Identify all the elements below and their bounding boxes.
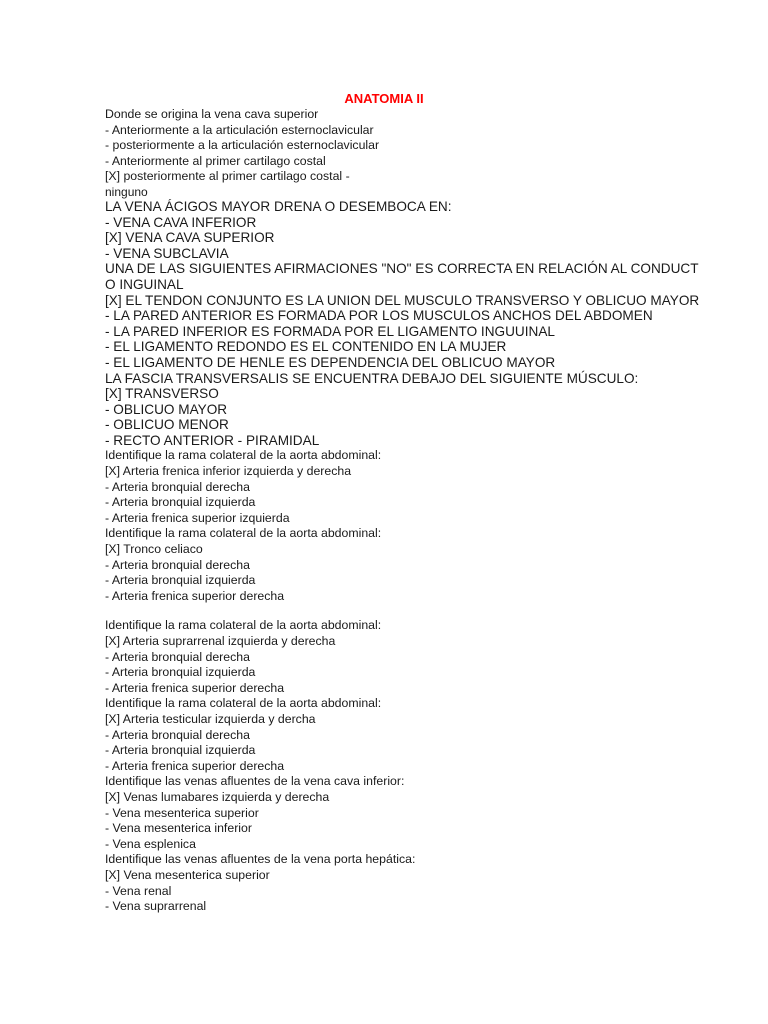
question-venas-cava-inferior: Identifique las venas afluentes de la vena cava inferior: <box>105 774 405 789</box>
option-line: - VENA CAVA INFERIOR <box>105 214 257 230</box>
option-line: - EL LIGAMENTO DE HENLE ES DEPENDENCIA DEL OBLICUO MAYOR <box>105 354 556 370</box>
option-line: - RECTO ANTERIOR - PIRAMIDAL <box>105 432 320 448</box>
option-line: - LA PARED INFERIOR ES FORMADA POR EL LIGAMENTO INGUUINAL <box>105 323 555 339</box>
option-line: - Vena mesenterica inferior <box>105 821 252 836</box>
blank-line <box>105 604 665 618</box>
option-line: - LA PARED ANTERIOR ES FORMADA POR LOS MUSCULOS ANCHOS DEL ABDOMEN <box>105 308 653 324</box>
option-line: - Arteria bronquial izquierda <box>105 743 256 758</box>
option-line: - Arteria bronquial izquierda <box>105 495 256 510</box>
option-line: - Arteria bronquial derecha <box>105 649 250 664</box>
answer-line: [X] Vena mesenterica superior <box>105 867 270 882</box>
answer-line: [X] posteriormente al primer cartilago costal - <box>105 169 350 184</box>
option-line: - Arteria frenica superior derecha <box>105 588 285 603</box>
option-line: - Vena mesenterica superior <box>105 805 259 820</box>
answer-line: [X] EL TENDON CONJUNTO ES LA UNION DEL MUSCULO TRANSVERSO Y OBLICUO MAYOR <box>105 292 700 308</box>
option-line: - posteriormente a la articulación esternoclavicular <box>105 138 380 153</box>
option-line: ninguno <box>105 184 148 199</box>
question-rama-colateral: Identifique la rama colateral de la aorta abdominal: <box>105 448 382 463</box>
answer-line: [X] Tronco celiaco <box>105 542 203 557</box>
option-line: - Arteria frenica superior derecha <box>105 758 285 773</box>
option-line: - Anteriormente a la articulación esternoclavicular <box>105 122 374 137</box>
option-line: - Vena esplenica <box>105 836 196 851</box>
question-rama-colateral: Identifique la rama colateral de la aorta abdominal: <box>105 618 382 633</box>
option-line: - EL LIGAMENTO REDONDO ES EL CONTENIDO EN LA MUJER <box>105 339 507 355</box>
option-line: - Arteria frenica superior izquierda <box>105 510 290 525</box>
option-line: - VENA SUBCLAVIA <box>105 245 229 261</box>
option-line: - Anteriormente al primer cartilago costal <box>105 153 326 168</box>
question-vena-porta: Identifique las venas afluentes de la vena porta hepática: <box>105 852 416 867</box>
answer-line: [X] Arteria testicular izquierda y dercha <box>105 711 316 726</box>
question-vena-cava-superior: Donde se origina la vena cava superior <box>105 107 319 121</box>
option-line: - OBLICUO MAYOR <box>105 401 228 417</box>
document-title: ANATOMIA II <box>344 91 424 106</box>
option-line: - Arteria bronquial derecha <box>105 479 250 494</box>
answer-line: [X] Arteria suprarrenal izquierda y derecha <box>105 634 336 648</box>
answer-line: [X] Venas lumabares izquierda y derecha <box>105 789 330 804</box>
question-vena-acigos: LA VENA ÁCIGOS MAYOR DRENA O DESEMBOCA EN: <box>105 198 452 214</box>
option-line: - Arteria bronquial izquierda <box>105 573 256 588</box>
option-line: - OBLICUO MENOR <box>105 417 229 433</box>
question-conducto-inguinal-cont: O INGUINAL <box>105 276 184 292</box>
option-line: - Arteria frenica superior derecha <box>105 680 285 695</box>
option-line: - Vena renal <box>105 883 172 898</box>
question-fascia-transversalis: LA FASCIA TRANSVERSALIS SE ENCUENTRA DEBAJO DEL SIGUIENTE MÚSCULO: <box>105 370 639 386</box>
answer-line: [X] TRANSVERSO <box>105 386 219 402</box>
document-body <box>105 107 700 915</box>
answer-line: [X] VENA CAVA SUPERIOR <box>105 230 275 246</box>
question-rama-colateral: Identifique la rama colateral de la aorta abdominal: <box>105 696 382 711</box>
option-line: - Vena suprarrenal <box>105 899 207 914</box>
question-conducto-inguinal: UNA DE LAS SIGUIENTES AFIRMACIONES "NO" ES CORRECTA EN RELACIÓN AL CONDUCT <box>105 261 699 277</box>
answer-line: [X] Arteria frenica inferior izquierda y derecha <box>105 464 352 479</box>
option-line: - Arteria bronquial derecha <box>105 727 250 742</box>
option-line: - Arteria bronquial derecha <box>105 557 250 572</box>
option-line: - Arteria bronquial izquierda <box>105 665 256 680</box>
question-rama-colateral: Identifique la rama colateral de la aorta abdominal: <box>105 526 382 541</box>
